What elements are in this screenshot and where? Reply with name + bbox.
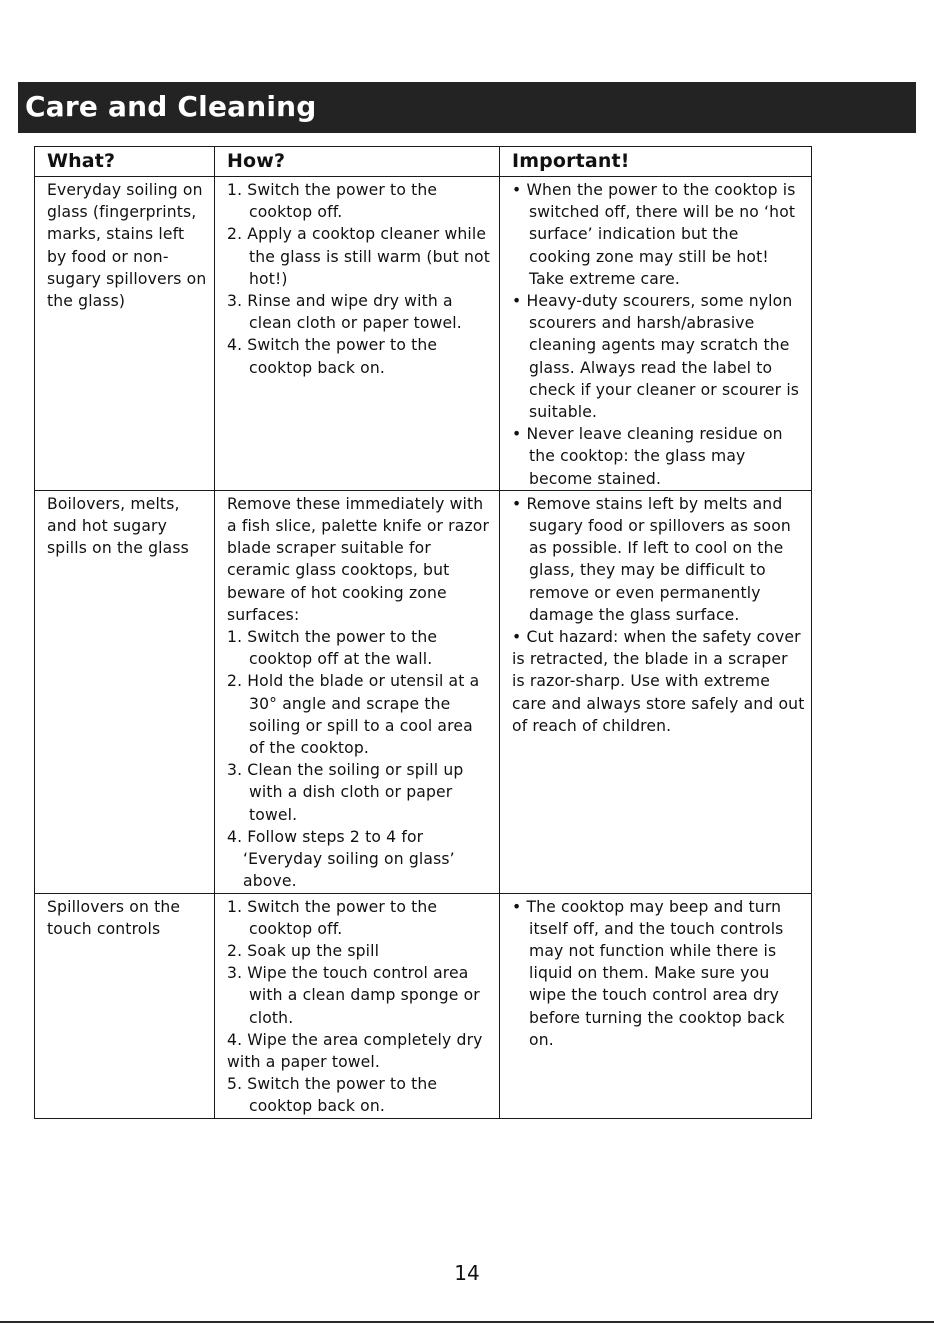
- step-item: 3. Rinse and wipe dry with a clean cloth or paper towel.: [227, 292, 462, 333]
- intro-text: Remove these immediately with a fish slice, palette knife or razor blade scraper suitable for ceramic glass cooktops, but beware of hot cooking zone surfaces:: [227, 494, 490, 624]
- step-item: 2. Soak up the spill: [227, 941, 380, 960]
- important-cell: [500, 490, 812, 893]
- column-header-what: What?: [35, 147, 215, 177]
- what-cell: [35, 893, 215, 1118]
- section-header-bar: [18, 82, 916, 133]
- table-header-row: [35, 147, 812, 177]
- note-item: • The cooktop may beep and turn itself off, and the touch controls may not function while there is liquid on them. Make sure you wipe the touch control area dry before turning the cooktop back on.: [512, 897, 785, 1049]
- note-item: • When the power to the cooktop is switched off, there will be no ‘hot surface’ indication but the cooking zone may still be hot! Take extreme care.: [512, 181, 796, 288]
- what-text: Spillovers on the touch controls: [47, 897, 181, 938]
- page-number: 14: [454, 1261, 480, 1285]
- step-item: 1. Switch the power to the cooktop off.: [227, 897, 438, 938]
- important-cell: [500, 893, 812, 1118]
- step-item: 4. Switch the power to the cooktop back on.: [227, 336, 438, 377]
- what-text: Everyday soiling on glass (fingerprints, marks, stains left by food or non-sugary spillovers on the glass): [47, 181, 207, 311]
- table-row: [35, 177, 812, 491]
- table-row: [35, 893, 812, 1118]
- step-item: 3. Clean the soiling or spill up with a dish cloth or paper towel.: [227, 761, 464, 824]
- step-item: 1. Switch the power to the cooktop off.: [227, 181, 438, 222]
- important-cell: [500, 177, 812, 491]
- step-item: 4. Follow steps 2 to 4 for ‘Everyday soiling on glass’ above.: [227, 827, 455, 891]
- what-cell: [35, 490, 215, 893]
- table-row: [35, 490, 812, 893]
- step-item: 4. Wipe the area completely dry with a paper towel.: [227, 1030, 483, 1071]
- column-header-how: How?: [215, 147, 500, 177]
- note-item: • Heavy-duty scourers, some nylon scourers and harsh/abrasive cleaning agents may scratch the glass. Always read the label to check if your cleaner or scourer is suitable.: [512, 292, 800, 422]
- step-item: 3. Wipe the touch control area with a clean damp sponge or cloth.: [227, 964, 480, 1027]
- how-cell: [215, 490, 500, 893]
- note-item: • Never leave cleaning residue on the cooktop: the glass may become stained.: [512, 425, 783, 488]
- what-text: Boilovers, melts, and hot sugary spills on the glass: [47, 494, 189, 558]
- step-item: 2. Hold the blade or utensil at a 30° angle and scrape the soiling or spill to a cool area of the cooktop.: [227, 672, 480, 758]
- column-header-important: Important!: [500, 147, 812, 177]
- note-item: • Remove stains left by melts and sugary food or spillovers as soon as possible. If left to cool on the glass, they may be difficult to remove or even permanently damage the glass surface.: [512, 494, 791, 624]
- how-cell: [215, 893, 500, 1118]
- what-cell: [35, 177, 215, 491]
- page-title: Care and Cleaning: [25, 90, 317, 123]
- step-item: 2. Apply a cooktop cleaner while the glass is still warm (but not hot!): [227, 225, 491, 288]
- how-cell: [215, 177, 500, 491]
- step-item: 5. Switch the power to the cooktop back on.: [227, 1075, 438, 1116]
- bottom-divider: [0, 1321, 934, 1323]
- step-item: 1. Switch the power to the cooktop off at the wall.: [227, 628, 438, 669]
- note-item: • Cut hazard: when the safety cover is retracted, the blade in a scraper is razor-sharp. Use with extreme care and always store safely and out of reach of children.: [512, 628, 805, 735]
- care-cleaning-table: [34, 146, 812, 1119]
